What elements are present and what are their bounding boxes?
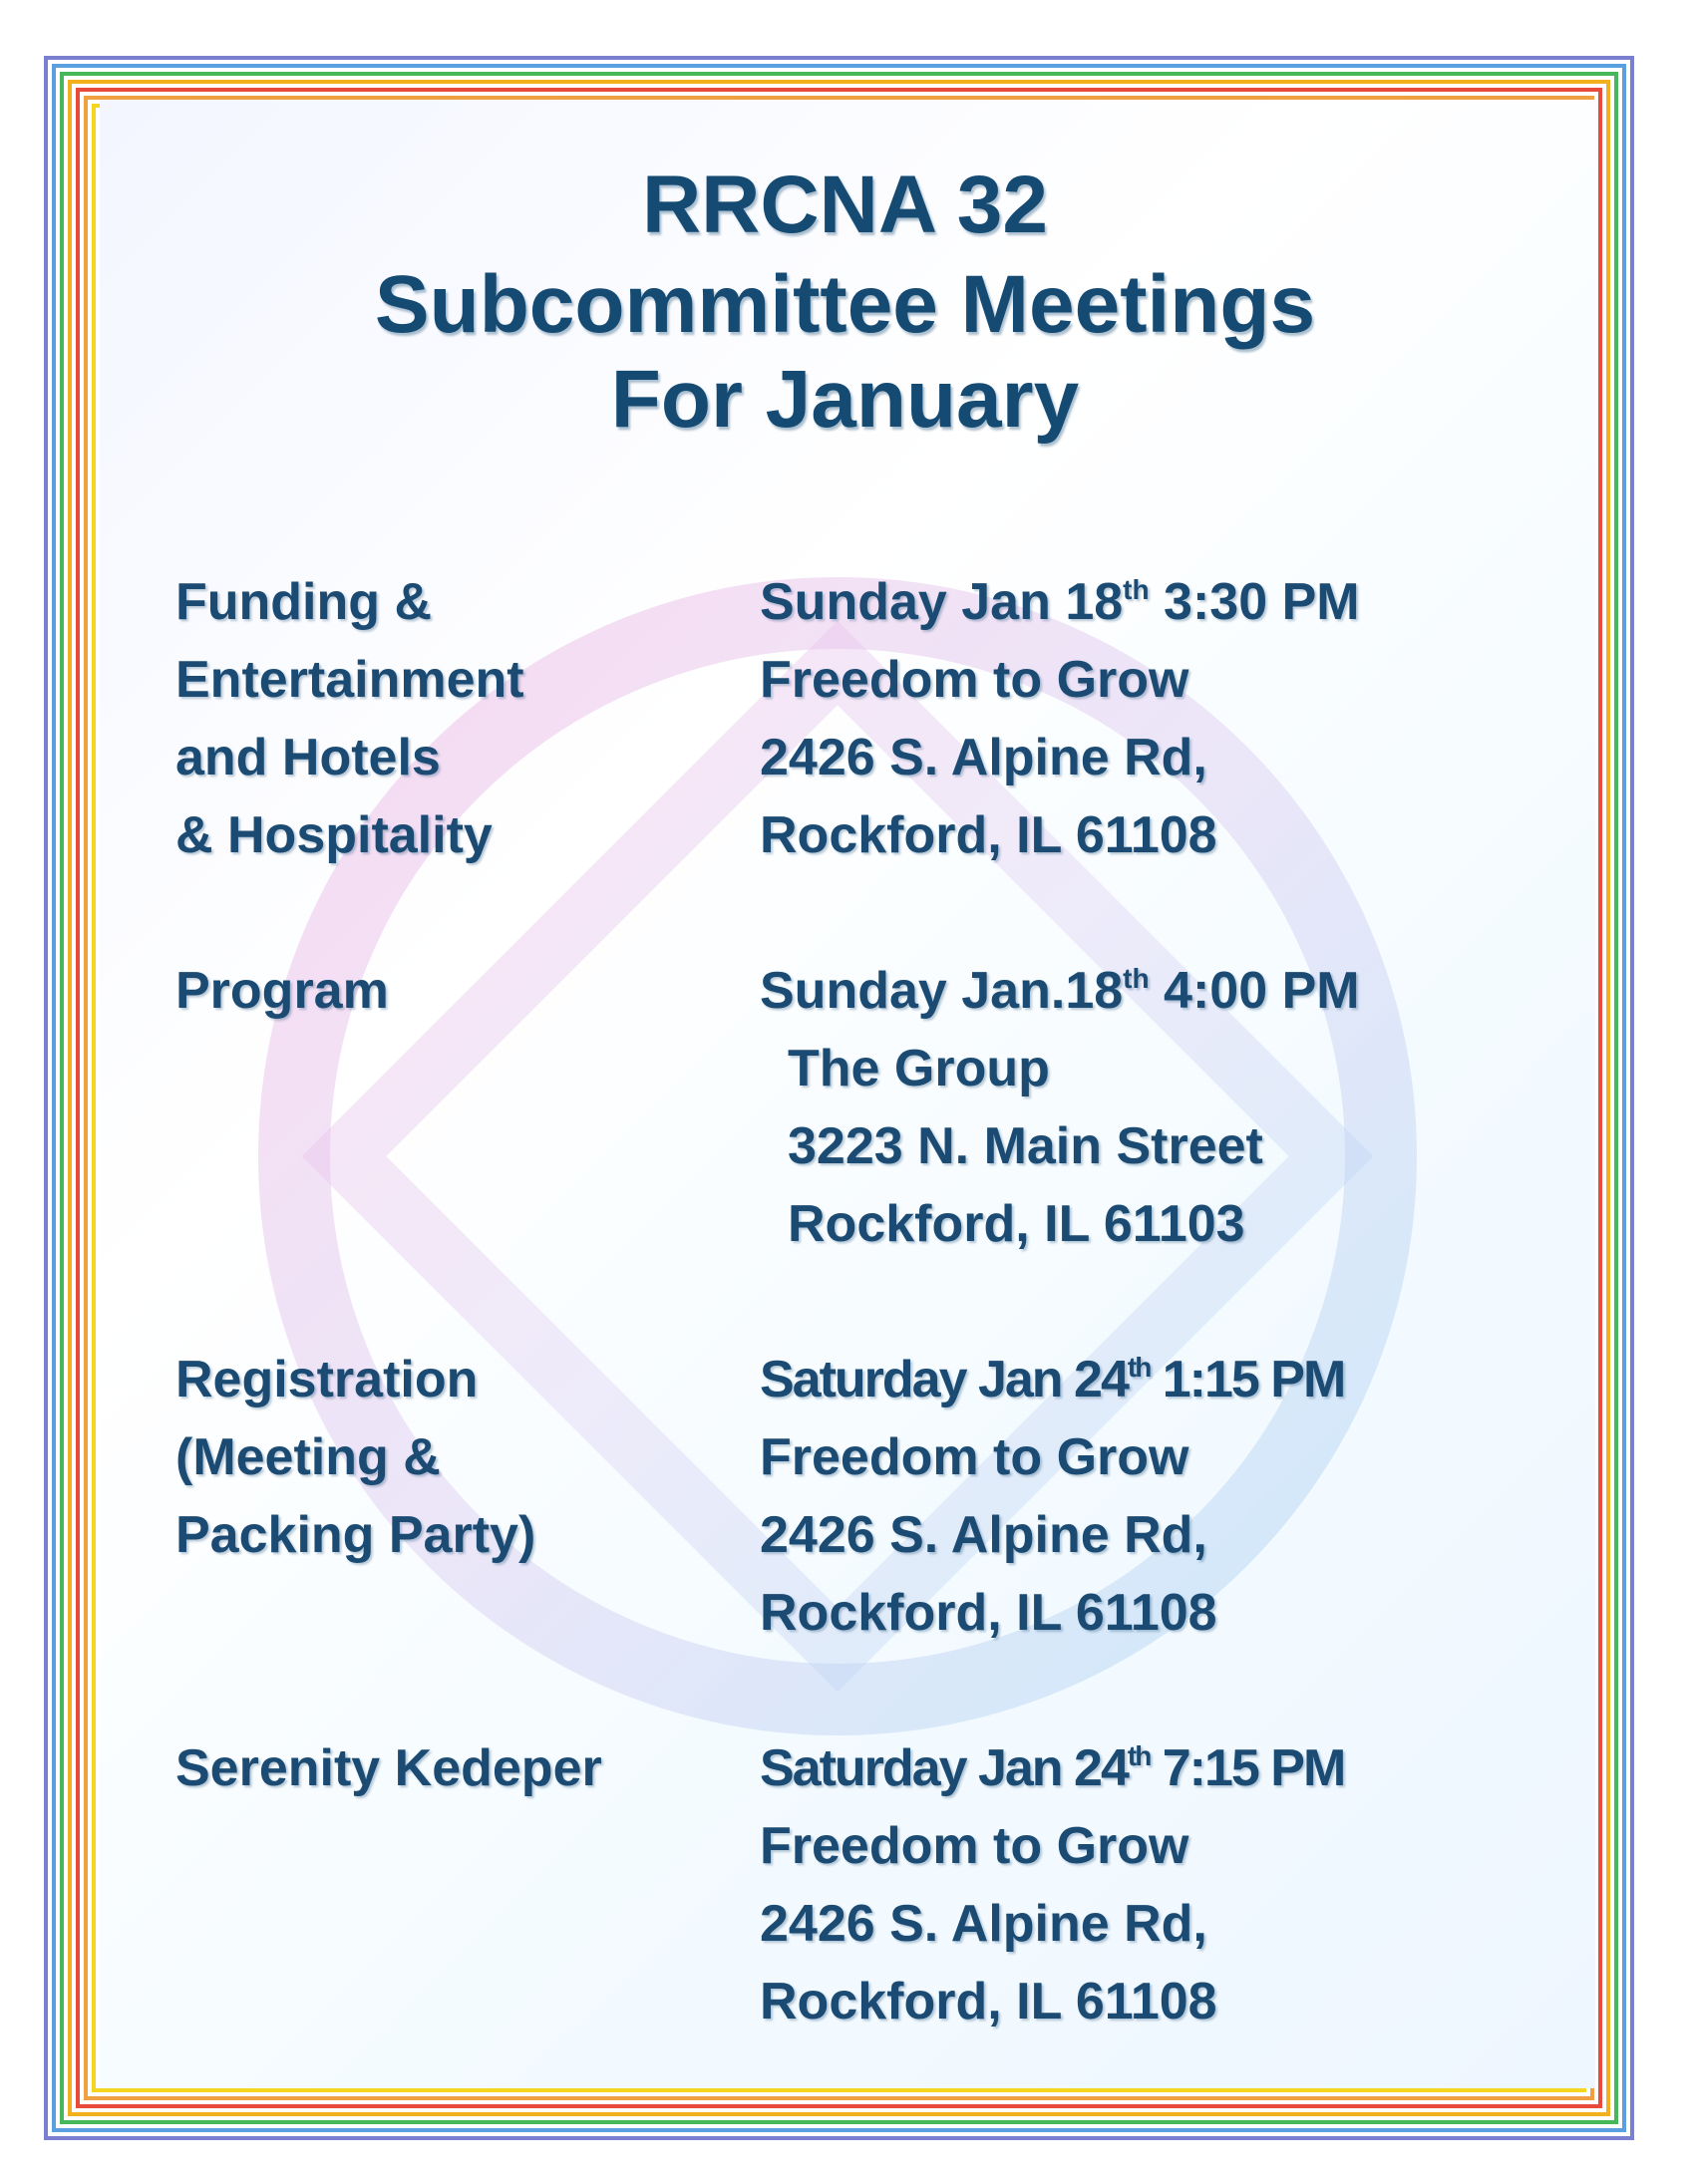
meeting-time: 1:15 PM	[1162, 1351, 1345, 1408]
meeting-date-time	[760, 1729, 1344, 1807]
location-line: The Group	[788, 1040, 1050, 1097]
meeting-time: 7:15 PM	[1162, 1739, 1345, 1797]
committee-name-line: Registration	[175, 1351, 479, 1408]
location-line: 2426 S. Alpine Rd,	[760, 1506, 1207, 1564]
title-line-1: RRCNA 32	[641, 159, 1049, 250]
location-line: Rockford, IL 61108	[760, 806, 1217, 864]
location-line: Rockford, IL 61103	[788, 1195, 1245, 1253]
title-line-2: Subcommittee Meetings	[374, 259, 1316, 350]
date-suffix: th	[1127, 1740, 1151, 1771]
location-line: Freedom to Grow	[760, 651, 1189, 709]
date-suffix: th	[1123, 574, 1150, 605]
committee-name-line: Funding &	[175, 573, 433, 631]
meeting-date-time	[760, 952, 1360, 1030]
meeting-day: Saturday Jan 24	[760, 1739, 1128, 1797]
location-line: Rockford, IL 61108	[760, 1973, 1217, 2030]
date-suffix: th	[1123, 963, 1150, 994]
location-line: Freedom to Grow	[760, 1817, 1189, 1875]
location-line: 2426 S. Alpine Rd,	[760, 1895, 1207, 1953]
committee-name-line: Entertainment	[175, 651, 524, 709]
committee-name-line: Serenity Kedeper	[175, 1739, 602, 1797]
meeting-date-time	[760, 1341, 1344, 1418]
location-line: Rockford, IL 61108	[760, 1584, 1217, 1642]
meeting-day: Saturday Jan 24	[760, 1351, 1128, 1408]
committee-name-line: Packing Party)	[175, 1506, 536, 1564]
meeting-day: Sunday Jan.18	[760, 962, 1124, 1020]
meeting-day: Sunday Jan 18	[760, 573, 1124, 631]
location-line: Freedom to Grow	[760, 1428, 1189, 1486]
meeting-time: 4:00 PM	[1164, 962, 1360, 1020]
location-line: 3223 N. Main Street	[788, 1117, 1263, 1175]
title-line-3: For January	[610, 354, 1080, 445]
committee-name-line: and Hotels	[175, 729, 441, 786]
committee-name-line: Program	[175, 962, 389, 1020]
meeting-date-time	[760, 563, 1360, 641]
location-line: 2426 S. Alpine Rd,	[760, 729, 1207, 786]
meeting-time: 3:30 PM	[1164, 573, 1360, 631]
committee-name-line: & Hospitality	[175, 806, 493, 864]
committee-name-line: (Meeting &	[175, 1428, 441, 1486]
date-suffix: th	[1127, 1352, 1151, 1383]
